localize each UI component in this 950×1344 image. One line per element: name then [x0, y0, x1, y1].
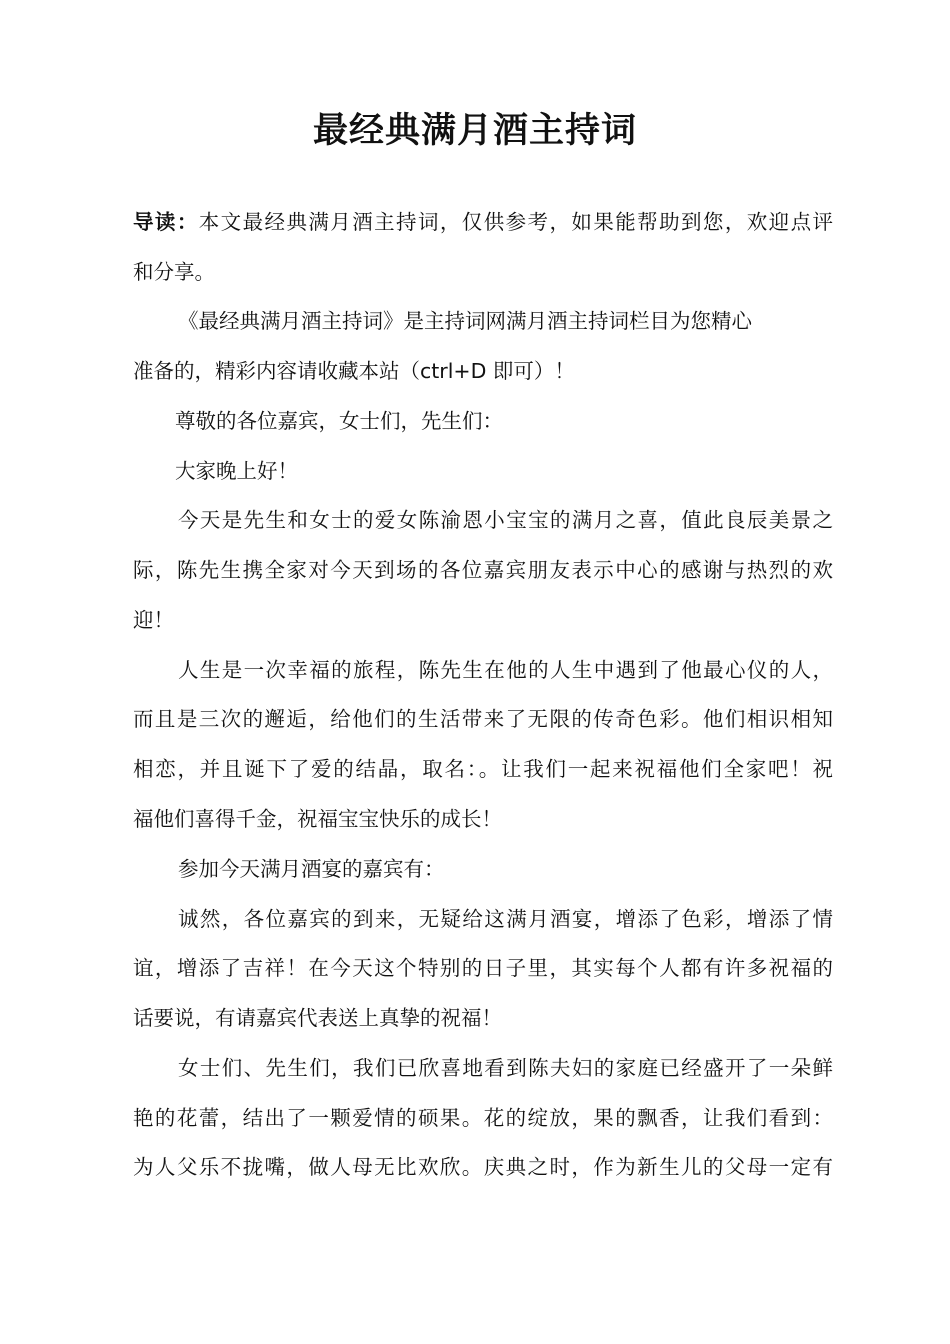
evening-greeting: 大家晚上好！ — [175, 459, 298, 483]
intro-line-2: 和分享。 — [133, 260, 215, 284]
journey-line-3: 相恋，并且诞下了爱的结晶，取名：。让我们一起来祝福他们全家吧！祝 — [133, 757, 833, 781]
guests-line-1: 诚然，各位嘉宾的到来，无疑给这满月酒宴，增添了色彩，增添了情 — [178, 907, 833, 931]
intro-text-1: 本文最经典满月酒主持词，仅供参考，如果能帮助到您，欢迎点评 — [198, 210, 833, 234]
document-title: 最经典满月酒主持词 — [312, 111, 637, 151]
welcome-line-2: 际，陈先生携全家对今天到场的各位嘉宾朋友表示中心的感谢与热烈的欢 — [133, 558, 833, 582]
guests-line-2: 谊，增添了吉祥！在今天这个特别的日子里，其实每个人都有许多祝福的 — [133, 956, 833, 980]
intro-line-1 — [133, 207, 833, 237]
source-note-line-2: 准备的，精彩内容请收藏本站（ctrl+D 即可）！ — [133, 359, 575, 383]
intro-label: 导读： — [133, 210, 199, 234]
welcome-line-3: 迎！ — [133, 608, 174, 632]
journey-line-2: 而且是三次的邂逅，给他们的生活带来了无限的传奇色彩。他们相识相知 — [133, 707, 833, 731]
source-note-line-1: 《最经典满月酒主持词》是主持词网满月酒主持词栏目为您精心 — [178, 309, 752, 333]
blossom-line-1: 女士们、先生们，我们已欣喜地看到陈夫妇的家庭已经盛开了一朵鲜 — [178, 1056, 833, 1080]
greeting: 尊敬的各位嘉宾，女士们，先生们： — [175, 409, 503, 433]
journey-line-4: 福他们喜得千金，祝福宝宝快乐的成长！ — [133, 807, 502, 831]
journey-line-1: 人生是一次幸福的旅程，陈先生在他的人生中遇到了他最心仪的人， — [178, 658, 833, 682]
blossom-line-3: 为人父乐不拢嘴，做人母无比欢欣。庆典之时，作为新生儿的父母一定有 — [133, 1155, 833, 1179]
guests-line-3: 话要说，有请嘉宾代表送上真挚的祝福！ — [133, 1006, 502, 1030]
welcome-line-1: 今天是先生和女士的爱女陈渝恩小宝宝的满月之喜，值此良辰美景之 — [178, 508, 833, 532]
blossom-line-2: 艳的花蕾，结出了一颗爱情的硕果。花的绽放，果的飘香，让我们看到： — [133, 1106, 833, 1130]
guests-heading: 参加今天满月酒宴的嘉宾有： — [178, 857, 445, 881]
